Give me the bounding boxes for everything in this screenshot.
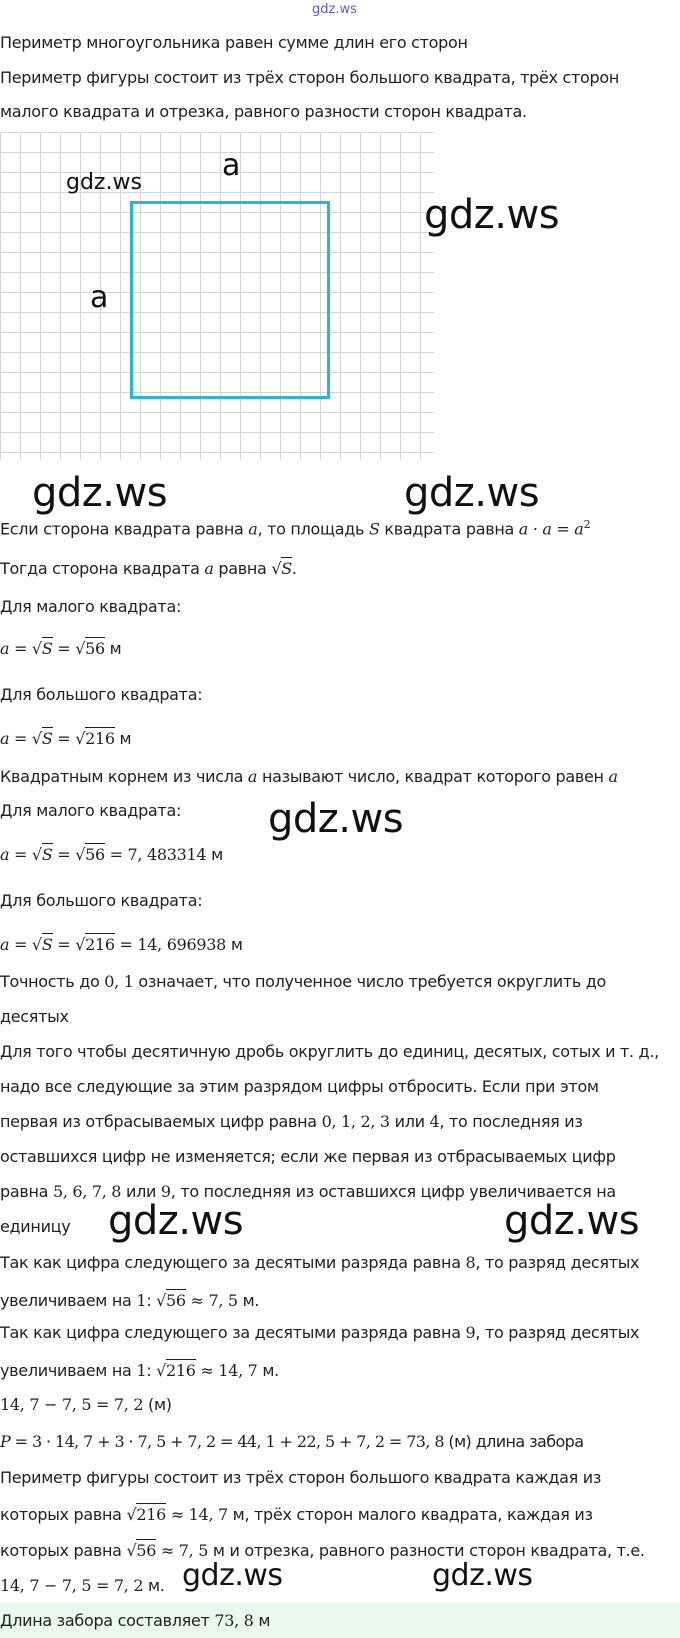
rule-line-2: надо все следующие за этим разрядом цифры отбросить. Если при этом (0, 1077, 599, 1096)
small-square-root-1: a = √S = √56 м (0, 639, 122, 658)
answer-line: Длина забора составляет 73, 8 м (0, 1611, 271, 1630)
rule-line-6: единицу (0, 1217, 71, 1236)
watermark: gdz.ws (182, 1558, 283, 1593)
area-formula-line: Если сторона квадрата равна a, то площадь S квадрата равна $a \cdot a = a^2$ (0, 518, 591, 539)
precision-line-2: десятых (0, 1007, 69, 1026)
small-square-root-2: a = √S = √56 = 7, 483314 м (0, 845, 223, 864)
summary-line-3: которых равна √56 ≈ 7, 5 м и отрезка, равного разности сторон квадрата, т.е. (0, 1541, 645, 1560)
watermark: gdz.ws (66, 170, 142, 195)
watermark: gdz.ws (268, 796, 404, 842)
perimeter-line: P = 3 · 14, 7 + 3 · 7, 5 + 7, 2 = 44, 1 + 22, 5 + 7, 2 = 73, 8 (м) длина забора (0, 1432, 584, 1451)
summary-line-1: Периметр фигуры состоит из трёх сторон большого квадрата каждая из (0, 1468, 602, 1487)
watermark: gdz.ws (424, 192, 560, 238)
round-small-line-1: Так как цифра следующего за десятыми разряда равна 8, то разряд десятых (0, 1253, 640, 1272)
rule-line-5: равна 5, 6, 7, 8 или 9, то последняя из оставшихся цифр увеличивается на (0, 1182, 616, 1201)
top-watermark: gdz.ws (312, 2, 357, 17)
watermark: gdz.ws (504, 1198, 640, 1244)
rule-line-4: оставшихся цифр не изменяется; если же первая из отбрасываемых цифр (0, 1147, 616, 1166)
rule-line-3: первая из отбрасываемых цифр равна 0, 1, 2, 3 или 4, то последняя из (0, 1112, 583, 1131)
intro-line-1: Периметр многоугольника равен сумме длин его сторон (0, 33, 468, 52)
round-small-line-2: увеличиваем на 1: √56 ≈ 7, 5 м. (0, 1291, 260, 1310)
big-square-label-1: Для большого квадрата: (0, 685, 203, 704)
round-big-line-2: увеличиваем на 1: √216 ≈ 14, 7 м. (0, 1361, 279, 1380)
watermark: gdz.ws (404, 470, 540, 516)
intro-line-3: малого квадрата и отрезка, равного разности сторон квадрата. (0, 102, 527, 121)
watermark: gdz.ws (108, 1198, 244, 1244)
square-outline (130, 201, 330, 399)
round-big-line-1: Так как цифра следующего за десятыми разряда равна 9, то разряд десятых (0, 1323, 640, 1342)
root-definition: Квадратным корнем из числа a называют число, квадрат которого равен a (0, 767, 618, 786)
summary-line-2: которых равна √216 ≈ 14, 7 м, трёх сторон малого квадрата, каждая из (0, 1505, 593, 1524)
difference-line: 14, 7 − 7, 5 = 7, 2 (м) (0, 1395, 172, 1414)
big-square-root-2: a = √S = √216 = 14, 696938 м (0, 935, 243, 954)
summary-line-4: 14, 7 − 7, 5 = 7, 2 м. (0, 1576, 165, 1595)
side-label-left: a (90, 280, 109, 315)
rule-line-1: Для того чтобы десятичную дробь округлить до единиц, десятых, сотых и т. д., (0, 1042, 659, 1061)
precision-line-1: Точность до 0, 1 означает, что полученное число требуется округлить до (0, 972, 607, 991)
small-square-label-1: Для малого квадрата: (0, 597, 182, 616)
big-square-label-2: Для большого квадрата: (0, 891, 203, 910)
watermark: gdz.ws (432, 1558, 533, 1593)
watermark: gdz.ws (32, 470, 168, 516)
big-square-root-1: a = √S = √216 м (0, 729, 132, 748)
then-line: Тогда сторона квадрата a равна √S. (0, 559, 297, 578)
side-label-top: a (222, 148, 241, 183)
small-square-label-2: Для малого квадрата: (0, 801, 182, 820)
intro-line-2: Периметр фигуры состоит из трёх сторон большого квадрата, трёх сторон (0, 68, 620, 87)
